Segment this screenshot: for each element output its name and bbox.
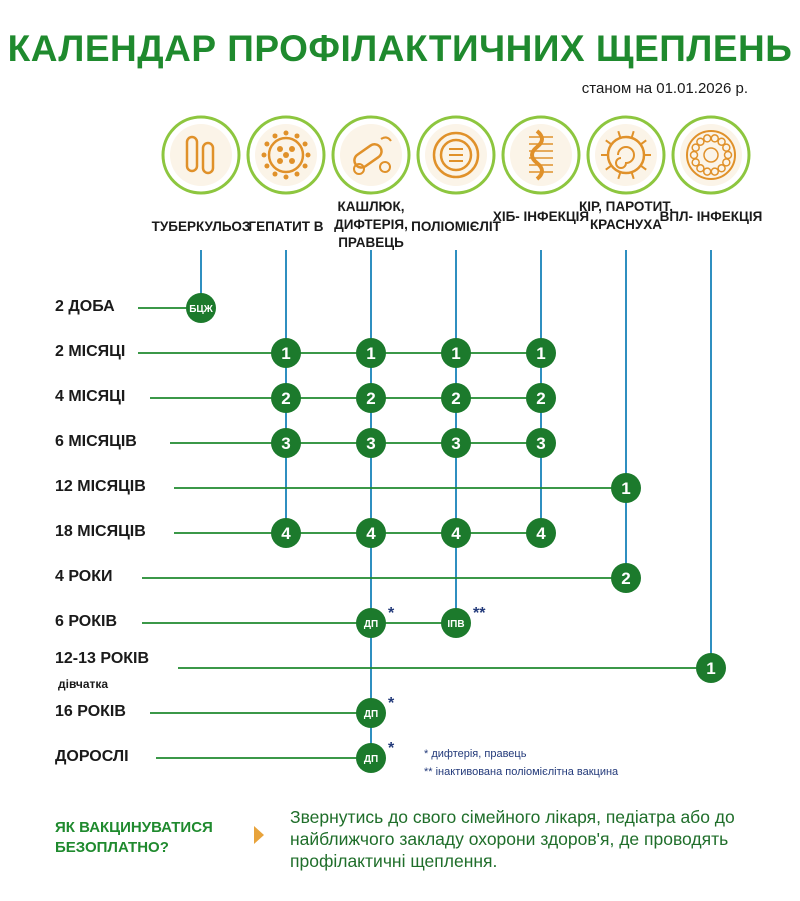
- dose-label: 3: [536, 434, 546, 453]
- dose-label: 1: [706, 659, 716, 678]
- age-label: 6 РОКІВ: [55, 613, 118, 630]
- dose-dot: [356, 338, 386, 368]
- dose-dot: [271, 518, 301, 548]
- dose-dot: [526, 428, 556, 458]
- dose-label: 1: [621, 479, 631, 498]
- dose-dot: [611, 563, 641, 593]
- dose-label: ДП: [363, 709, 379, 720]
- age-label: ДОРОСЛІ: [55, 748, 129, 765]
- dose-dot: [356, 605, 395, 638]
- disease-label: ТУБЕРКУЛЬОЗ: [151, 219, 251, 234]
- dose-dot: [441, 428, 471, 458]
- disease-label: КАШЛЮК, ДИФТЕРІЯ, ПРАВЕЦЬ: [334, 199, 408, 250]
- dose-label: 3: [281, 434, 291, 453]
- age-label: 18 МІСЯЦІВ: [55, 523, 146, 540]
- dose-label: 2: [536, 389, 546, 408]
- dose-label: 3: [366, 434, 376, 453]
- footnote-mark: *: [388, 605, 395, 622]
- hepatitis-virus-icon: [248, 117, 324, 193]
- footnote-ipv: ** інактивована поліомієлітна вакцина: [424, 766, 619, 778]
- footnote-mark: *: [388, 695, 395, 712]
- dose-dot: [526, 338, 556, 368]
- dose-dot: [441, 518, 471, 548]
- age-label: 4 РОКИ: [55, 568, 113, 585]
- age-label: 12-13 РОКІВ: [55, 650, 150, 667]
- dose-label: 1: [536, 344, 546, 363]
- footnote-diphtheria: * дифтерія, правець: [424, 748, 527, 760]
- age-label: 16 РОКІВ: [55, 703, 126, 720]
- footnote-mark: *: [388, 740, 395, 757]
- how-to-title: ЯК ВАКЦИНУВАТИСЯ БЕЗОПЛАТНО?: [55, 819, 213, 856]
- hib-bacteria-icon: [503, 117, 579, 193]
- disease-label: КІР, ПАРОТИТ, КРАСНУХА: [578, 199, 673, 232]
- dose-dot: [356, 383, 386, 413]
- hpv-virus-icon: [673, 117, 749, 193]
- tuberculosis-bacteria-icon: [163, 117, 239, 193]
- dose-dot: [441, 383, 471, 413]
- dose-label: 4: [281, 524, 291, 543]
- dose-dot: [271, 383, 301, 413]
- arrow-icon: [254, 826, 264, 844]
- dose-dot: [356, 740, 395, 773]
- measles-virus-icon: [588, 117, 664, 193]
- dose-label: БЦЖ: [189, 304, 213, 315]
- dose-dot: [271, 428, 301, 458]
- dose-label: 4: [536, 524, 546, 543]
- age-note: дівчатка: [58, 677, 109, 691]
- date-subtitle: станом на 01.01.2026 р.: [581, 80, 748, 97]
- dose-label: 4: [451, 524, 461, 543]
- dose-label: ДП: [363, 619, 379, 630]
- dose-label: 3: [451, 434, 461, 453]
- age-label: 6 МІСЯЦІВ: [55, 433, 137, 450]
- dose-label: 1: [451, 344, 461, 363]
- dose-dot: [441, 605, 486, 638]
- disease-label: ХІБ- ІНФЕКЦІЯ: [492, 209, 590, 224]
- dose-label: 2: [366, 389, 376, 408]
- dose-label: ІПВ: [447, 619, 465, 630]
- disease-label: ВПЛ- ІНФЕКЦІЯ: [659, 209, 763, 224]
- how-to-text: Звернутись до свого сімейного лікаря, педіатра або до найближчого закладу охорони здоров'я, де проводять профілактичні щеплення.: [290, 807, 735, 871]
- dose-dot: [611, 473, 641, 503]
- dose-label: 1: [281, 344, 291, 363]
- dose-label: 2: [281, 389, 291, 408]
- dose-dot: [356, 695, 395, 728]
- dose-dot: [186, 293, 216, 323]
- age-label: 2 ДОБА: [55, 298, 115, 315]
- age-label: 2 МІСЯЦІ: [55, 343, 126, 360]
- dose-label: 2: [621, 569, 631, 588]
- dose-dot: [696, 653, 726, 683]
- pertussis-bacteria-icon: [333, 117, 409, 193]
- polio-virus-icon: [418, 117, 494, 193]
- dose-dot: [356, 428, 386, 458]
- dose-dot: [526, 518, 556, 548]
- age-label: 4 МІСЯЦІ: [55, 388, 126, 405]
- dose-dot: [356, 518, 386, 548]
- dose-label: 1: [366, 344, 376, 363]
- dose-label: ДП: [363, 754, 379, 765]
- footnote-mark: **: [473, 605, 486, 622]
- dose-dot: [271, 338, 301, 368]
- dose-dot: [441, 338, 471, 368]
- dose-label: 4: [366, 524, 376, 543]
- disease-label: ГЕПАТИТ В: [248, 219, 324, 234]
- age-label: 12 МІСЯЦІВ: [55, 478, 146, 495]
- disease-label: ПОЛІОМІЄЛІТ: [411, 219, 501, 234]
- dose-dot: [526, 383, 556, 413]
- dose-label: 2: [451, 389, 461, 408]
- page-title: КАЛЕНДАР ПРОФІЛАКТИЧНИХ ЩЕПЛЕНЬ: [7, 28, 793, 69]
